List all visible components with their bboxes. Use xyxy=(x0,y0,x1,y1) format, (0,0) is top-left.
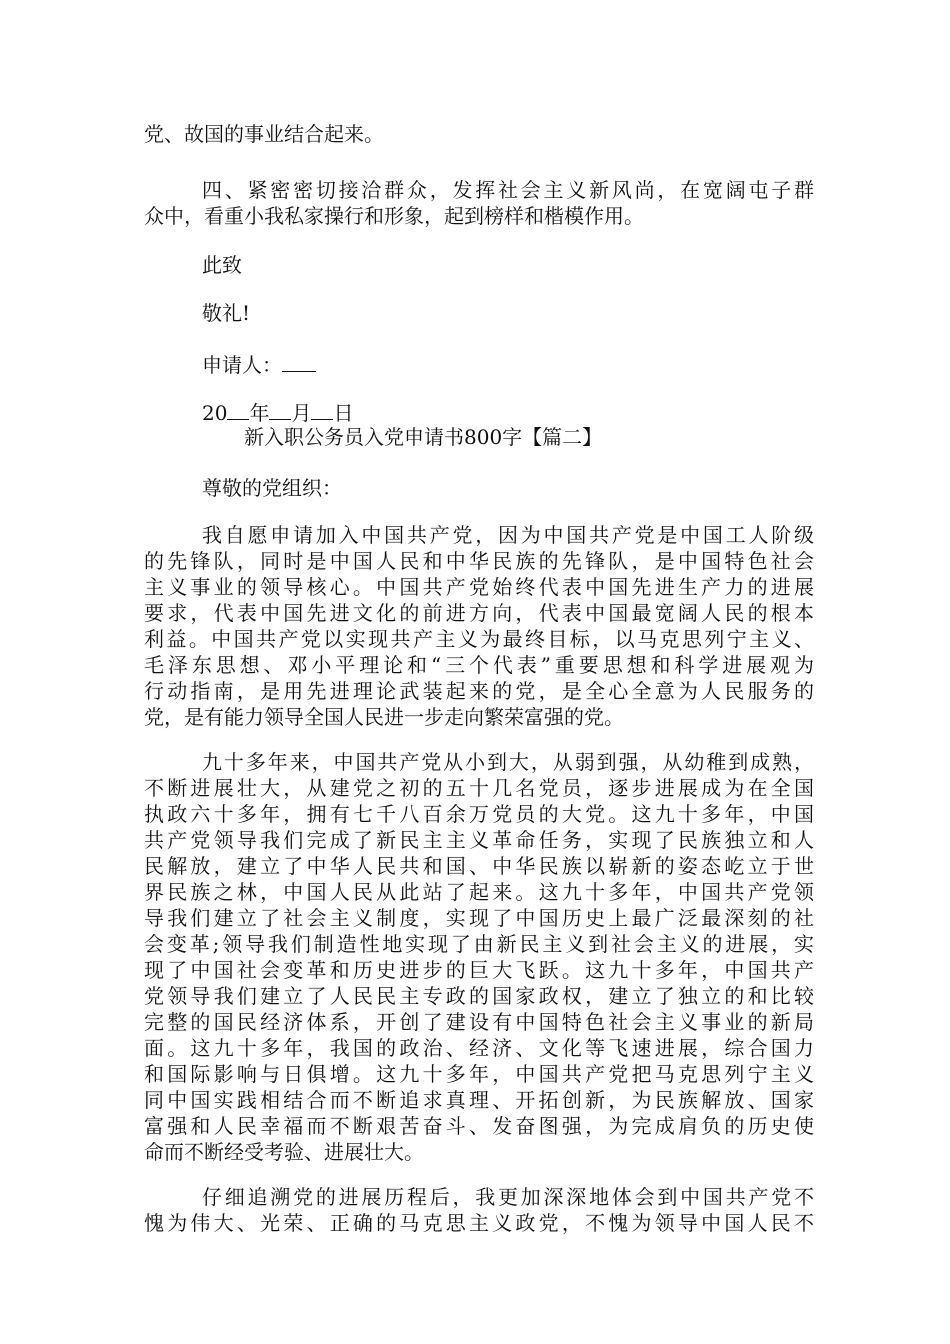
text-line: 执政六十多年，拥有七千八百余万党员的大党。这九十多年，中国 xyxy=(144,802,814,826)
paragraph-continuation xyxy=(144,121,814,147)
text-line: 界民族之林，中国人民从此站了起来。这九十多年，中国共产党领 xyxy=(144,880,814,904)
text-line: 的先锋队，同时是中国人民和中华民族的先锋队，是中国特色社会 xyxy=(144,549,814,573)
text-line: 四、紧密密切接洽群众，发挥社会主义新风尚，在宽阔屯子群 xyxy=(202,178,814,202)
text-line: 和国际影响与日俱增。这九十多年，中国共产党把马克思列宁主义 xyxy=(144,1062,814,1086)
section-title: 新入职公务员入党申请书800字【篇二】 xyxy=(244,425,603,449)
date-year-label: 年 xyxy=(249,401,270,425)
text-line: 众中，看重小我私家操行和形象，起到榜样和楷模作用。 xyxy=(144,204,644,228)
date-day-blank xyxy=(311,401,333,420)
text-line: 愧为伟大、光荣、正确的马克思主义政党，不愧为领导中国人民不 xyxy=(144,1211,814,1235)
text-line: 面。这九十多年，我国的政治、经济、文化等飞速进展，综合国力 xyxy=(144,1036,814,1060)
text-line: 仔细追溯党的进展历程后，我更加深深地体会到中国共产党不 xyxy=(202,1185,814,1209)
text-line: 富强和人民幸福而不断艰苦奋斗、发奋图强，为完成肩负的历史使 xyxy=(144,1114,814,1138)
date-day-label: 日 xyxy=(333,401,354,425)
date-month-blank xyxy=(269,401,291,420)
text-line: 行动指南，是用先进理论武装起来的党，是全心全意为人民服务的 xyxy=(144,679,814,703)
text-line: 不断进展壮大，从建党之初的五十几名党员，逐步进展成为在全国 xyxy=(144,776,814,800)
text-line: 主义事业的领导核心。中国共产党始终代表中国先进生产力的进展 xyxy=(144,575,814,599)
text-line: 毛泽东思想、邓小平理论和“三个代表”重要思想和科学进展观为 xyxy=(144,653,814,677)
date-century: 20 xyxy=(202,401,228,425)
date-month-label: 月 xyxy=(291,401,312,425)
text-line: 党领导我们建立了人民民主专政的国家政权，建立了独立的和比较 xyxy=(144,984,814,1008)
text-line: 九十多年来，中国共产党从小到大，从弱到强，从幼稚到成熟， xyxy=(202,750,814,774)
text-line: 现了中国社会变革和历史进步的巨大飞跃。这九十多年，中国共产 xyxy=(144,958,814,982)
text-line: 共产党领导我们完成了新民主主义革命任务，实现了民族独立和人 xyxy=(144,828,814,852)
date-line xyxy=(202,400,353,426)
applicant-line xyxy=(202,352,316,378)
text-line: 党，是有能力领导全国人民进一步走向繁荣富强的党。 xyxy=(144,705,624,729)
applicant-label: 申请人： xyxy=(202,353,282,377)
text-line: 要求，代表中国先进文化的前进方向，代表中国最宽阔人民的根本 xyxy=(144,601,814,625)
text-line: 利益。中国共产党以实现共产主义为最终目标，以马克思列宁主义、 xyxy=(144,627,814,651)
text-line: 完整的国民经济体系，开创了建设有中国特色社会主义事业的新局 xyxy=(144,1010,814,1034)
closing-greeting: 此致 xyxy=(202,253,242,277)
text-line: 会变革;领导我们制造性地实现了由新民主义到社会主义的进展，实 xyxy=(144,932,814,956)
text-line: 民解放，建立了中华人民共和国、中华民族以崭新的姿态屹立于世 xyxy=(144,854,814,878)
text-line: 命而不断经受考验、进展壮大。 xyxy=(144,1140,424,1164)
text-line: 同中国实践相结合而不断追求真理、开拓创新，为民族解放、国家 xyxy=(144,1088,814,1112)
closing-salute: 敬礼! xyxy=(202,301,251,325)
text-line: 我自愿申请加入中国共产党，因为中国共产党是中国工人阶级 xyxy=(202,523,814,547)
date-year-blank xyxy=(227,401,249,420)
applicant-blank xyxy=(282,353,316,372)
salutation: 尊敬的党组织： xyxy=(202,476,342,500)
text-line: 党、故国的事业结合起来。 xyxy=(144,122,384,146)
text-line: 导我们建立了社会主义制度，实现了中国历史上最广泛最深刻的社 xyxy=(144,906,814,930)
